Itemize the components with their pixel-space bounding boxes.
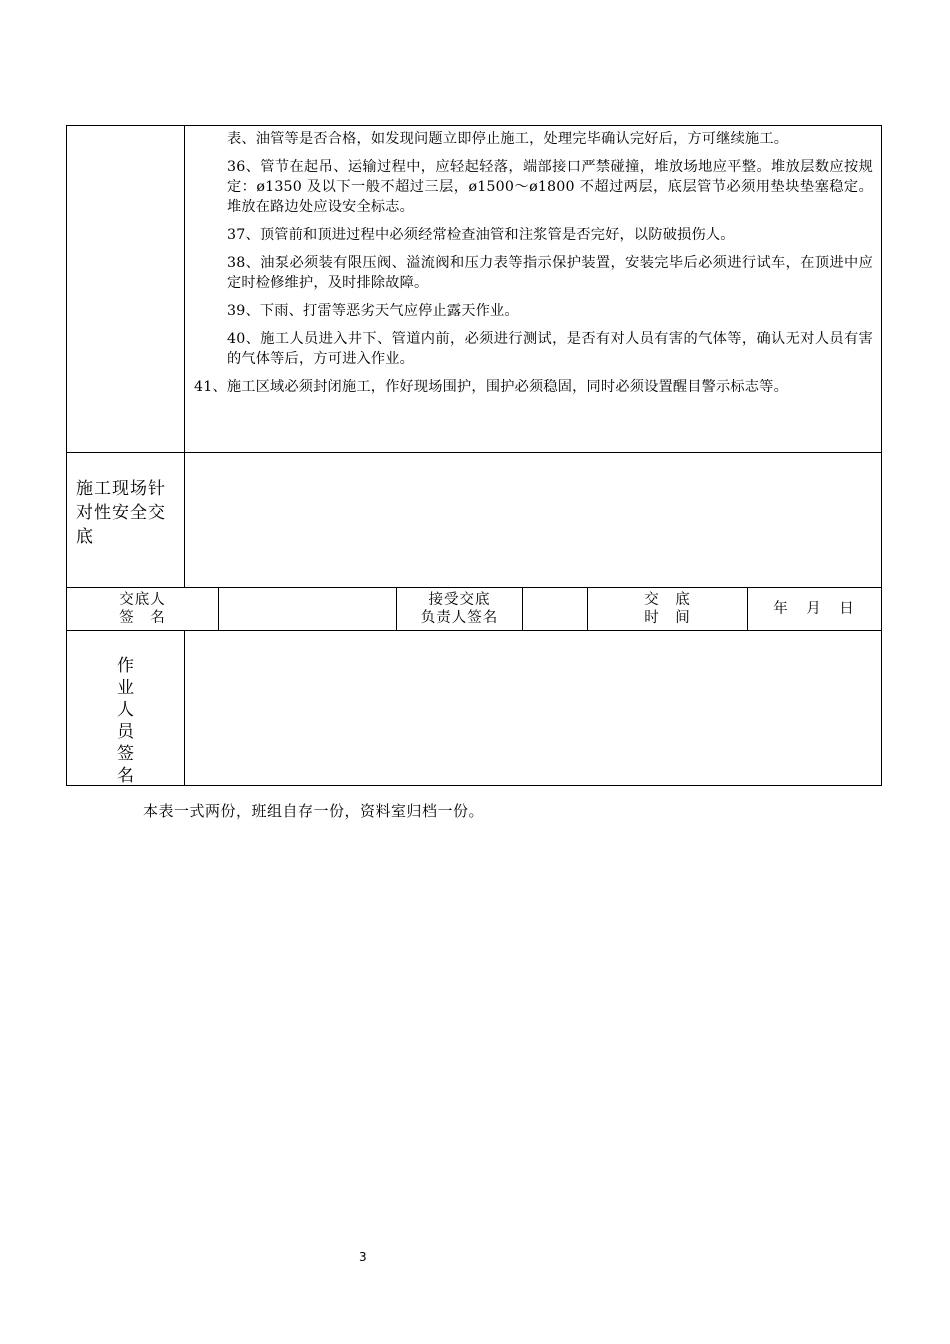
time-label: [588, 588, 748, 630]
workers-label: [67, 631, 185, 785]
clauses-cell: [185, 126, 881, 452]
safety-row: [67, 453, 881, 588]
workers-label-char: 名: [117, 766, 134, 786]
date-text: 年 月 日: [773, 601, 856, 617]
clause-36: 36、管节在起吊、运输过程中，应轻起轻落，端部接口严禁碰撞，堆放场地应平整。堆放层数应按规定：ø1350 及以下一般不超过三层，ø1500～ø1800 不超过两层，底层管节必须用垫块垫塞稳定。堆放在路边处应设安全标志。: [227, 159, 873, 215]
clause-38: 38、油泵必须装有限压阀、溢流阀和压力表等指示保护装置，安装完毕后必须进行试车，在顶进中应定时检修维护，及时排除故障。: [227, 255, 873, 291]
clause-40: 40、施工人员进入井下、管道内前，必须进行测试，是否有对人员有害的气体等，确认无对人员有害的气体等后，方可进入作业。: [227, 331, 873, 367]
safety-label: 施工现场针对性安全交底: [67, 453, 185, 587]
clause-39: 39、下雨、打雷等恶劣天气应停止露天作业。: [227, 303, 519, 319]
workers-label-char: 作: [117, 656, 134, 676]
time-label-line2: 时 间: [644, 610, 691, 626]
workers-label-char: 人: [117, 700, 134, 720]
discloser-signature-field[interactable]: [219, 588, 397, 630]
date-field[interactable]: [748, 588, 881, 630]
discloser-label-line1: 交底人: [119, 592, 166, 608]
receiver-label-line1: 接受交底: [428, 592, 491, 608]
time-label-line1: 交 底: [644, 592, 691, 608]
receiver-label-line2: 负责人签名: [420, 610, 499, 626]
signature-row: [67, 588, 881, 631]
clauses-label-cell: [67, 126, 185, 452]
discloser-label-line2: 签 名: [119, 610, 166, 626]
safety-content-field[interactable]: [185, 453, 881, 587]
workers-label-char: 业: [117, 678, 134, 698]
workers-label-char: 员: [117, 722, 134, 742]
page-number: 3: [359, 1250, 367, 1264]
clause-continuation: 表、油管等是否合格，如发现问题立即停止施工，处理完毕确认完好后，方可继续施工。: [227, 131, 789, 147]
clause-37: 37、顶管前和顶进过程中必须经常检查油管和注浆管是否完好，以防破损伤人。: [227, 227, 735, 243]
clause-41: 41、施工区域必须封闭施工，作好现场围护，围护必须稳固，同时必须设置醒目警示标志等。: [194, 379, 788, 395]
disclosure-table: [66, 125, 882, 786]
workers-label-char: 签: [117, 744, 134, 764]
footnote: 本表一式两份，班组自存一份，资料室归档一份。: [143, 802, 485, 820]
workers-row: [67, 631, 881, 785]
clauses-row: [67, 126, 881, 453]
receiver-label: [397, 588, 523, 630]
discloser-label: [67, 588, 219, 630]
receiver-signature-field[interactable]: [523, 588, 588, 630]
workers-signature-field[interactable]: [185, 631, 881, 785]
